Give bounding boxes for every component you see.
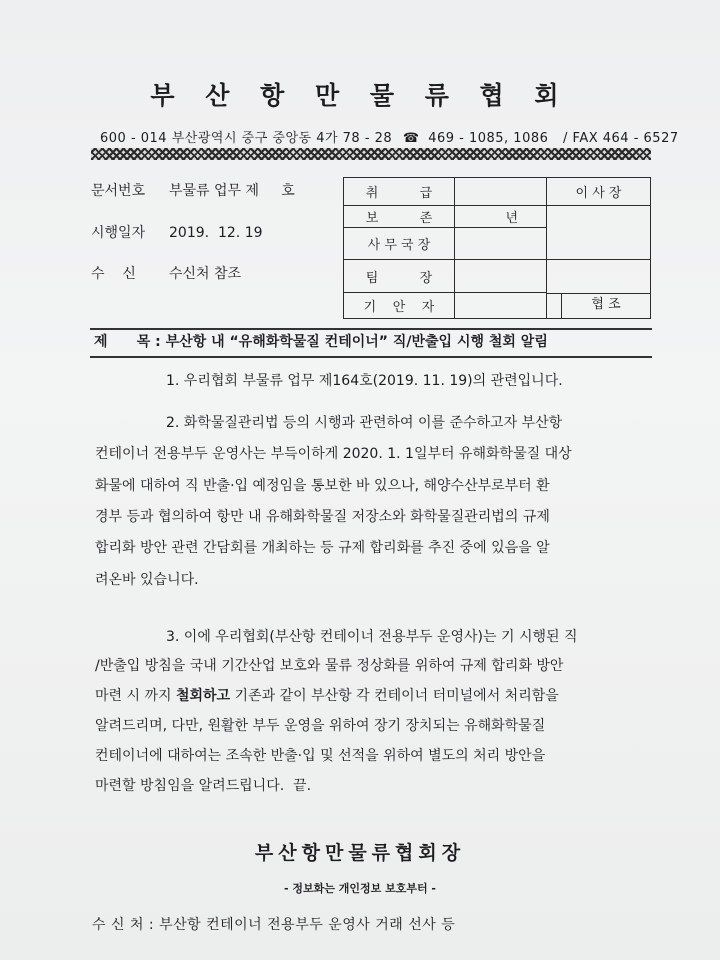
- approval-table: [343, 177, 651, 319]
- address-line: [100, 127, 679, 146]
- paragraph-2-line: 려온바 있습니다.: [95, 572, 199, 588]
- organization-title: 부 산 항 만 물 류 협 회: [150, 81, 570, 110]
- secretary-general-cell: 사 무 국 장: [344, 228, 455, 260]
- recipient-row: [91, 263, 241, 283]
- retention-cell: 보 존: [344, 206, 455, 228]
- paragraph-3-line: /반출입 방침을 국내 기간산업 보호와 물류 정상화를 위하여 규제 합리화 방안: [95, 658, 564, 674]
- phone-text: 469 - 1085, 1086: [428, 131, 549, 146]
- recipients-list: 수 신 처 : 부산항 컨테이너 전용부두 운영사 거래 선사 등: [92, 917, 456, 933]
- handling-value-cell: [455, 178, 547, 206]
- director-cell: 이 사 장: [547, 178, 651, 206]
- director-sign-cell: [547, 206, 651, 260]
- paragraph-3-line: 컨테이너에 대하여는 조속한 반출·입 및 선적을 위하여 별도의 처리 방안을: [95, 748, 546, 764]
- paragraph-3-line: 마련할 방침임을 알려드립니다. 끝.: [95, 778, 312, 794]
- address-text: 600 - 014 부산광역시 중구 중앙동 4가 78 - 28: [100, 131, 393, 146]
- cooperation-area: [547, 260, 651, 319]
- drafter-sign-cell: [455, 293, 547, 319]
- doc-number-label: 문서번호: [91, 183, 146, 199]
- subject-line: [90, 328, 652, 358]
- decorative-border: [91, 148, 651, 160]
- paragraph-2-line: 컨테이너 전용부두 운영사는 부득이하게 2020. 1. 1일부터 유해화학물질 대상: [95, 446, 572, 462]
- retention-unit-cell: 년: [455, 206, 547, 228]
- recipient-label: 수 신: [91, 266, 136, 282]
- recipient-value: 수신처 참조: [169, 266, 242, 282]
- doc-number-value: 부물류 업무 제 호: [169, 183, 295, 199]
- telephone-icon: ☎: [402, 131, 420, 146]
- team-leader-cell: 팀 장: [344, 260, 455, 293]
- drafter-cell: 기 안 자: [344, 293, 455, 319]
- paragraph-2-line: 경부 등과 협의하여 항만 내 유해화학물질 저장소와 화학물질관리법의 규제: [95, 509, 550, 525]
- paragraph-3-line: [95, 685, 559, 705]
- date-row: [91, 222, 263, 242]
- subject-label: 제 목 :: [94, 334, 161, 350]
- handling-cell: 취 급: [344, 178, 455, 206]
- fax-text: / FAX 464 - 6527: [563, 131, 679, 146]
- p3-text-post: 기존과 같이 부산항 각 컨테이너 터미널에서 처리함을: [234, 688, 559, 704]
- date-label: 시행일자: [91, 225, 146, 241]
- paragraph-2-line: 2. 화학물질관리법 등의 시행과 관련하여 이를 준수하고자 부산항: [166, 415, 563, 431]
- subject-text: 부산항 내 “유해화학물질 컨테이너” 직/반출입 시행 철회 알림: [165, 334, 548, 350]
- doc-number-row: [91, 180, 295, 200]
- team-leader-sign-cell: [455, 260, 547, 293]
- paragraph-2-line: 화물에 대하여 직 반출·입 예정임을 통보한 바 있으나, 해양수산부로부터 환: [95, 478, 550, 494]
- slogan: - 정보화는 개인정보 보호부터 -: [284, 882, 436, 895]
- p3-text-pre: 마련 시 까지: [95, 688, 172, 704]
- paragraph-2-line: 합리화 방안 관련 간담회를 개최하는 등 규제 합리화를 추진 중에 있음을 알: [95, 540, 550, 556]
- p3-text-bold: 철회하고: [175, 688, 231, 704]
- cooperation-label: 협 조: [591, 297, 621, 312]
- paragraph-3-line: 알려드리며, 다만, 원활한 부두 운영을 위하여 장기 장치되는 유해화학물질: [95, 718, 546, 734]
- paragraph-1: 1. 우리협회 부물류 업무 제164호(2019. 11. 19)의 관련입니다.: [166, 373, 563, 389]
- paragraph-3-line: 3. 이에 우리협회(부산항 컨테이너 전용부두 운영사)는 기 시행된 직: [166, 629, 578, 645]
- signer-title: 부산항만물류협회장: [254, 842, 466, 864]
- secretary-sign-cell: [455, 228, 547, 260]
- date-value: 2019. 12. 19: [169, 225, 263, 241]
